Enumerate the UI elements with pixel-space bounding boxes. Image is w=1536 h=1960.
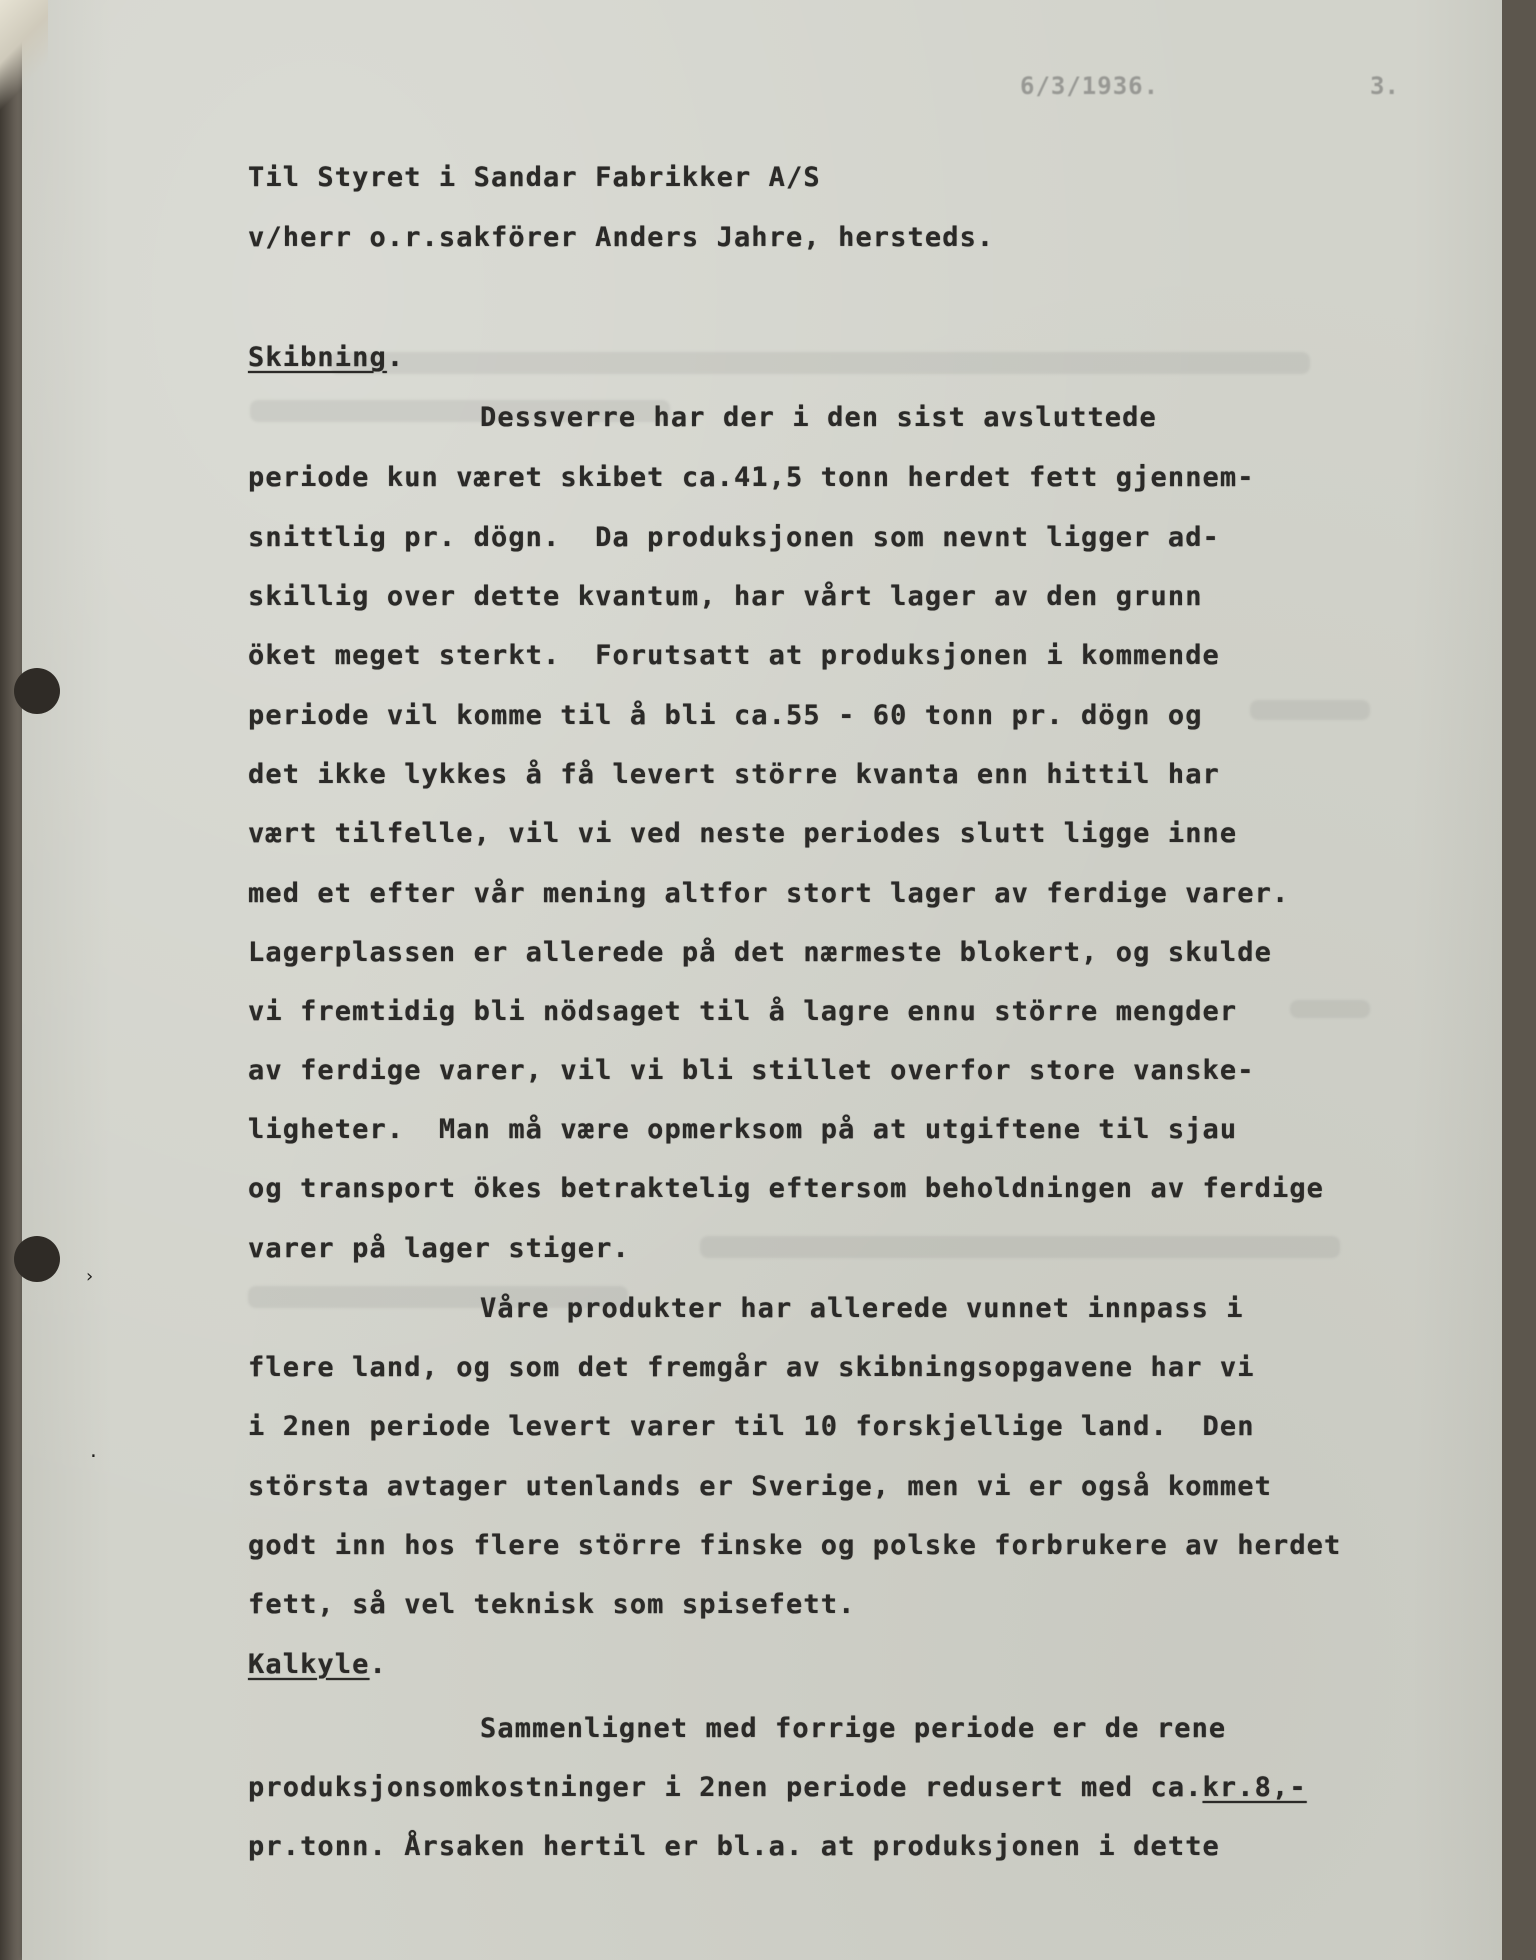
body-line: skillig over dette kvantum, har vårt lager av den grunn [248, 581, 1203, 612]
margin-mark-icon: · [88, 1446, 99, 1467]
body-line: det ikke lykkes å få levert större kvanta enn hittil har [248, 759, 1220, 790]
body-line: pr.tonn. Årsaken hertil er bl.a. at produksjonen i dette [248, 1831, 1220, 1862]
body-line: fett, så vel teknisk som spisefett. [248, 1589, 856, 1620]
body-line: Lagerplassen er allerede på det nærmeste blokert, og skulde [248, 937, 1272, 968]
body-line: og transport ökes betraktelig eftersom beholdningen av ferdige [248, 1173, 1325, 1204]
bleed-through-shadow [700, 1236, 1340, 1258]
cost-amount: kr.8,- [1202, 1772, 1307, 1803]
heading-text: Kalkyle [248, 1649, 370, 1680]
body-text: produksjonsomkostninger i 2nen periode redusert med ca. [248, 1772, 1203, 1803]
section-heading-skibning [248, 342, 404, 373]
heading-period: . [386, 342, 405, 373]
body-line: i 2nen periode levert varer til 10 forskjellige land. Den [248, 1411, 1255, 1442]
punch-hole-icon [14, 668, 60, 714]
body-line: varer på lager stiger. [248, 1233, 630, 1264]
torn-corner [0, 0, 48, 110]
body-line: av ferdige varer, vil vi bli stillet overfor store vanske- [248, 1055, 1255, 1086]
body-line: periode kun været skibet ca.41,5 tonn herdet fett gjennem- [248, 462, 1255, 493]
heading-period: . [369, 1649, 387, 1680]
bleed-through-shadow [1250, 700, 1370, 720]
body-line: ligheter. Man må være opmerksom på at utgiftene til sjau [248, 1114, 1238, 1145]
body-line: med et efter vår mening altfor stort lager av ferdige varer. [248, 878, 1290, 909]
body-line: Våre produkter har allerede vunnet innpass i [480, 1293, 1244, 1324]
document-date: 6/3/1936. [1020, 72, 1160, 100]
paper-sheet [22, 0, 1502, 1960]
scan-border-left [0, 0, 24, 1960]
body-line: öket meget sterkt. Forutsatt at produksjonen i kommende [248, 640, 1220, 671]
heading-text: Skibning [248, 342, 387, 373]
margin-mark-icon: › [84, 1266, 95, 1287]
body-line: Sammenlignet med forrige periode er de rene [480, 1713, 1227, 1744]
body-line: vært tilfelle, vil vi ved neste periodes slutt ligge inne [248, 818, 1238, 849]
section-heading-kalkyle [248, 1649, 387, 1680]
body-line: Dessverre har der i den sist avsluttede [480, 402, 1157, 433]
body-line: godt inn hos flere större finske og polske forbrukere av herdet [248, 1530, 1342, 1561]
scan-border-right [1502, 0, 1536, 1960]
body-line: största avtager utenlands er Sverige, men vi er også kommet [248, 1471, 1272, 1502]
page-number: 3. [1370, 72, 1399, 100]
bleed-through-shadow [1290, 1000, 1370, 1018]
body-line: periode vil komme til å bli ca.55 - 60 tonn pr. dögn og [248, 700, 1203, 731]
punch-hole-icon [14, 1236, 60, 1282]
body-line: snittlig pr. dögn. Da produksjonen som nevnt ligger ad- [248, 522, 1220, 553]
address-line-1: Til Styret i Sandar Fabrikker A/S [248, 162, 821, 193]
bleed-through-shadow [330, 352, 1310, 374]
body-line: flere land, og som det fremgår av skibningsopgavene har vi [248, 1352, 1255, 1383]
body-line [248, 1772, 1307, 1803]
address-line-2: v/herr o.r.sakförer Anders Jahre, hersteds. [248, 222, 995, 253]
body-line: vi fremtidig bli nödsaget til å lagre ennu större mengder [248, 996, 1238, 1027]
